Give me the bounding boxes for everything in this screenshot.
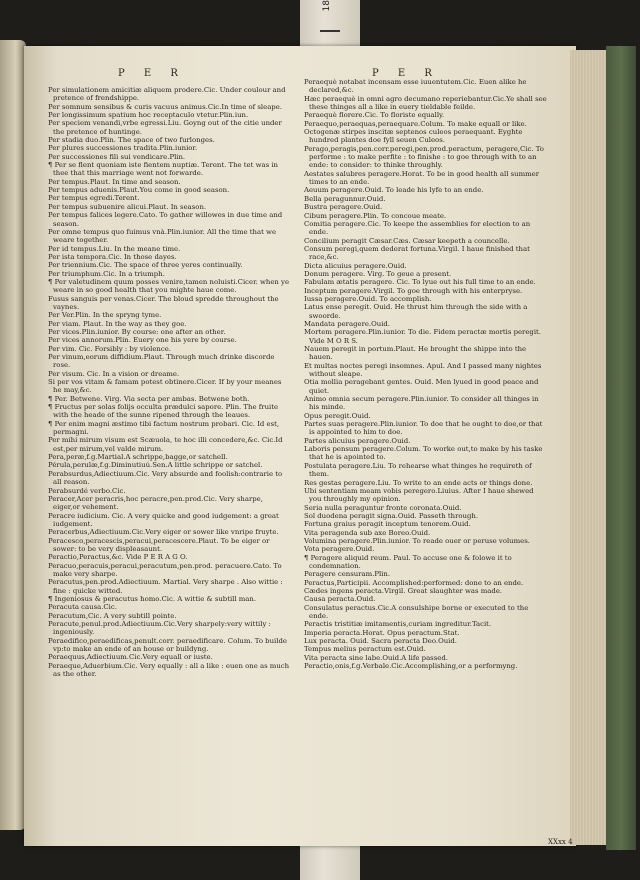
dictionary-entry: Per stadia duo.Plin. The space of two furlonges. xyxy=(48,136,215,145)
dictionary-entry: Vita peracta sine labe.Ouid.A life passed. xyxy=(304,653,448,662)
dictionary-entry: Per tempus.Plaut. In time and season. xyxy=(48,177,181,186)
dictionary-entry: Per triumphum.Cic. In a triumph. xyxy=(48,269,165,278)
dictionary-entry: Perabsurdé verbo.Cic. xyxy=(48,486,126,495)
dictionary-entry: ¶ Per se flent quoniam iste fientem nuptiæ. Terent. The tet was in thee that this marriage went not forwarde. xyxy=(48,161,278,178)
dictionary-entry: Peracutus,pen.prod.Adiectiuum. Martial. Very sharpe . Also wittie : fine : quicke witted. xyxy=(48,578,283,595)
dictionary-entry: Per vices annorum.Plin. Euery one his yere by course. xyxy=(48,336,237,345)
dictionary-entry: Bustra peragere.Ouid. xyxy=(304,203,383,212)
dictionary-entry: Otia mollia peragebant gentes. Ouid. Men lyued in good peace and quiet. xyxy=(304,378,539,395)
dictionary-entry: Laboris pensum peragere.Colum. To worke out,to make by his taske that he is apointed to. xyxy=(304,445,543,462)
dictionary-entry: Dicta alicuius peragere.Ouid. xyxy=(304,261,407,270)
dictionary-entry: Peraequè notabat incensam esse iuuentutem.Cic. Euen alike he declared,&c. xyxy=(304,78,527,95)
dictionary-entry: Opus peregit.Ouid. xyxy=(304,411,371,420)
dictionary-entry: Per id tempus.Liu. In the meane time. xyxy=(48,244,181,253)
dictionary-entry: Per mihi mirum visum est Scæuola, te hoc illi concedere,&c. Cic.Id est,per mirum,vel valde mirum. xyxy=(48,436,283,453)
dictionary-entry: Peracute,penul.prod.Adiectiuum.Cic.Very sharpely:very wittily : ingeniously. xyxy=(48,620,271,637)
dictionary-entry: Aestates salubres peragere.Horat. To be in good health all summer times to an ende. xyxy=(304,169,540,187)
dictionary-entry: Pera,peræ,f.g.Martial.A schrippe,bagge,or satchell. xyxy=(48,453,228,462)
dictionary-entry: Peracuo,peracuis,peracui,peracutum,pen.prod. peracuere.Cato. To make very sharpe. xyxy=(48,561,282,578)
dictionary-entry: Postulata peragere.Liu. To rehearse what thinges he requireth of them. xyxy=(304,461,532,479)
dictionary-entry: Per ista tempora.Cic. In those dayes. xyxy=(48,252,177,261)
dictionary-entry: Per triennium.Cic. The space of three yeres continually. xyxy=(48,261,243,270)
dictionary-entry: Fusus sanguis per venas.Cicer. The bloud spredde throughout the vaynes. xyxy=(48,294,279,311)
dictionary-entry: Per tempus egredi.Terent. xyxy=(48,194,140,203)
dictionary-entry: Nauem peregit in portum.Plaut. He brought the shippe into the hauen. xyxy=(304,345,527,362)
ruler-number: 18 xyxy=(322,0,332,12)
dictionary-entry: Seria nulla peraguntur fronte coronata.Ouid. xyxy=(304,503,462,512)
dictionary-entry: ¶ Per valetudinem quum posses venire,tamen noluisti.Cicer. when ye weare in so good health that you mighte haue come. xyxy=(48,277,290,295)
dictionary-entry: Lux peracta. Ouid. Sacra peracta Deo.Ouid. xyxy=(304,637,457,646)
dictionary-entry: Pérula,perulæ,f.g.Diminutiuú.Sen.A little schrippe or satchel. xyxy=(48,461,263,470)
signature-mark: XXxx 4 xyxy=(548,838,573,846)
dictionary-entry: ¶ Per enim magni æstimo tibi factum nostrum probari. Cic. Id est, permagni. xyxy=(48,419,280,437)
dictionary-entry: Octogenæ stirpes inscitæ septenos culeos peraequant. Eyghte hundred plantes doe fyll seuen Culeos. xyxy=(304,128,523,145)
book-cover-edge xyxy=(606,46,636,850)
dictionary-entry: Comitia peragere.Cic. To keepe the assemblies for election to an ende. xyxy=(304,219,531,237)
dictionary-entry: Volumina peragere.Plin.iunior. To reade ouer or peruse volumes. xyxy=(304,536,530,545)
dictionary-entry: Inceptum peragere.Virgil. To goe through with his enterpryse. xyxy=(304,286,523,295)
dictionary-entry: Per simulationem amicitiæ aliquem prodere.Cic. Under coulour and pretence of frendshippe. xyxy=(48,86,286,103)
dictionary-entry: Peraeque,Aduerbium.Cic. Very equally : all a like : euen one as much as the other. xyxy=(48,661,290,679)
dictionary-entry: Per tempus falices legere.Cato. To gather willowes in due time and season. xyxy=(48,211,283,228)
dictionary-entry: Peracer,Acer peracris,hoc peracre,pen.prod.Cic. Very sharpe, eiger,or vehement. xyxy=(48,494,263,512)
dictionary-entry: Ubi sententiam meam vobis peregero.Liuius. After I haue shewed you throughly my opinion. xyxy=(304,486,534,504)
dictionary-entry: ¶ Ingeniosus & peracutus homo.Cic. A wittie & subtill man. xyxy=(48,594,257,603)
dictionary-entry: Per tempus aduenis.Plaut.You come in good season. xyxy=(48,186,230,195)
dictionary-entry: Peractis tristitiæ imitamentis,curiam ingreditur.Tacit. xyxy=(304,620,492,629)
dictionary-entry: Peracesco,peracescis,peracui,peracescere.Plaut. To be eiger or sower: to be very displeasaunt. xyxy=(48,536,270,553)
dictionary-entry: Donum peragere. Virg. To geue a present. xyxy=(304,269,452,278)
dictionary-entry: Per visum. Cic. In a vision or dreame. xyxy=(48,369,180,378)
dictionary-entry: Per longissimum spatium hoc receptaculo vtetur.Plin.iun. xyxy=(48,111,249,120)
dictionary-entry: Tempus melius peractum est.Ouid. xyxy=(304,645,426,654)
right-text-column xyxy=(304,78,548,670)
dictionary-entry: Concilium peragit Cæsar.Cæs. Cæsar keepeth a councelle. xyxy=(304,236,510,245)
dictionary-entry: Per vim. Cic. Forsibly : by violence. xyxy=(48,344,171,353)
dictionary-entry: Per plures successiones tradita.Plin.iunior. xyxy=(48,144,198,153)
dictionary-entry: Res gestas peragere.Liu. To write to an ende acts or things done. xyxy=(304,478,533,487)
dictionary-entry: Peracre iudicium. Cic. A very quicke and good iudgement: a great iudgement. xyxy=(48,511,279,528)
dictionary-entry: Cibum peragere.Plin. To concoue meate. xyxy=(304,211,447,220)
dictionary-entry: Cædes ingens peracta.Virgil. Great slaughter was made. xyxy=(304,586,503,595)
dictionary-entry: ¶ Peragere aliquid reum. Paul. To accuse one & folowe it to condemnation. xyxy=(304,553,512,570)
dictionary-entry: Consum peregi,quem dederat fortuna.Virgil. I haue finished that race,&c. xyxy=(304,244,530,262)
dictionary-entry: Aeuum peragere.Ouid. To leade his lyfe to an ende. xyxy=(304,186,484,195)
dictionary-entry: Peraedifico,peraedificas,penult.corr. peraedificare. Colum. To builde vp:to make an ende of an house or buildyng. xyxy=(48,636,287,654)
dictionary-entry: Per vinum,eorum diffidium.Plaut. Through much drinke discorde rose. xyxy=(48,353,275,370)
dictionary-entry: Consulatus peractus.Cic.A consulshipe borne or executed to the ende. xyxy=(304,603,529,620)
dictionary-entry: Partes suas peragere.Plin.iunior. To doe that he ought to doe,or that is appointed to him to doe. xyxy=(304,420,543,437)
dictionary-entry: Fabulam ætatis peragere. Cic. To lyue out his full time to an ende. xyxy=(304,278,536,287)
dictionary-entry: Peractio,Peractus,&c. Vide P E R A G O. xyxy=(48,553,188,562)
dictionary-entry: Per Ver.Plin. In the spryng tyme. xyxy=(48,311,162,320)
dictionary-entry: Per successiones fili sui vendicare.Plin. xyxy=(48,152,186,161)
dictionary-entry: Bella peragunnur.Ouid. xyxy=(304,194,386,203)
dictionary-entry: Peraequo,peraequas,peraequare.Colum. To make equall or like. xyxy=(304,119,527,128)
dictionary-entry: Hæc peraequè in omni agro decumano reperiebantur.Cic.Ye shall see these thinges all a like in euery tieldable feilde. xyxy=(304,94,547,112)
dictionary-entry: Et multas noctes peregi insomnes. Apul. And I passed many nightes without sleape. xyxy=(304,361,542,379)
ruler-tick xyxy=(320,30,340,32)
dictionary-entry: Fortuna graius peragit inceptum tenorem.Ouid. xyxy=(304,520,471,529)
dictionary-entry: Per speciem venandi,vrbe egressi.Liu. Goyng out of the citie under the pretence of huntinge. xyxy=(48,119,282,136)
dictionary-entry: Causa peracta.Ouid. xyxy=(304,595,376,604)
dictionary-entry: Sol duodena peragit signa.Ouid. Passeth through. xyxy=(304,511,479,520)
dictionary-entry: Peragere censuram.Plin. xyxy=(304,570,391,579)
dictionary-entry: Peracutum,Cic. A very subtill pointe. xyxy=(48,611,177,620)
dictionary-entry: Per viam. Plaut. In the way as they goe. xyxy=(48,319,187,328)
dictionary-entry: Per tempus subuenire alicui.Plaut. In season. xyxy=(48,202,207,211)
dictionary-entry: Vita peragenda sub axe Boreo.Ouid. xyxy=(304,528,431,537)
dictionary-entry: Animo omnia secum peragere.Plin.iunior. To consider all thinges in his minde. xyxy=(304,395,539,412)
dictionary-entry: Partes alicuius peragere.Ouid. xyxy=(304,436,411,445)
dictionary-entry: Per somnum sensibus & curis vacuus animus.Cic.In time of sleape. xyxy=(48,102,282,111)
dictionary-entry: Peracuta causa.Cic. xyxy=(48,603,117,612)
dictionary-entry: Peractus,Participii. Accomplished:performed: done to an ende. xyxy=(304,578,524,587)
dictionary-entry: Peracerbus,Adiectiuum.Cic.Very eiger or sower like vnripe fruyte. xyxy=(48,528,279,537)
dictionary-entry: Per vices.Plin.iunior. By course: one after an other. xyxy=(48,327,226,336)
dictionary-entry: Perago,peragis,pen.corr.peregi,pen.prod.peractum, peragere,Cic. To performe : to make perfite : to finishe : to goe through with to an ende: to consider: to thinke throughly. xyxy=(304,144,544,170)
running-head-right: P E R xyxy=(372,68,440,79)
dictionary-entry: Imperia peracta.Horat. Opus peractum.Stat. xyxy=(304,628,460,637)
dictionary-entry: Peractio,onis,f.g.Verbale.Cic.Accomplishing,or a performyng. xyxy=(304,662,518,671)
dictionary-entry: ¶ Per. Betwene. Virg. Via secta per ambas. Betwene both. xyxy=(48,394,250,403)
running-head-left: P E R xyxy=(118,68,186,79)
dictionary-entry: Mortem peragere.Plin.iunior. To die. Fidem peractæ mortis peregit. Vide M O R S. xyxy=(304,328,541,345)
dictionary-entry: Latus ense peregit. Ouid. He thrust him through the side with a swoorde. xyxy=(304,303,528,320)
dictionary-entry: Mandata peragere.Ouid. xyxy=(304,319,391,328)
dictionary-entry: Peraequè florere.Cic. To floriste equally. xyxy=(304,111,445,120)
dictionary-entry: Peraequus,Adiectiuum.Cic.Very equall or iuste. xyxy=(48,653,213,662)
dictionary-entry: Per omne tempus quo fuimus vnà.Plin.iunior. All the time that we weare together. xyxy=(48,227,277,245)
dictionary-entry: Perabsurdus,Adiectiuum.Cic. Very absurde and foolish:contrarie to all reason. xyxy=(48,469,283,487)
left-page-edge xyxy=(0,40,26,830)
dictionary-entry: Vota peragere.Ouid. xyxy=(304,545,375,554)
dictionary-entry: Iussa peragere.Ouid. To accomplish. xyxy=(304,294,432,303)
dictionary-entry: Si per vos vitam & famam potest obtinere.Cicer. If by your meanes he may,&c. xyxy=(48,378,282,395)
left-text-column xyxy=(48,86,292,678)
dictionary-entry: ¶ Fructus per solas folijs occulta prædulci sapore. Plin. The fruite with the heade of the sunne ripened through the leaues. xyxy=(48,403,279,420)
